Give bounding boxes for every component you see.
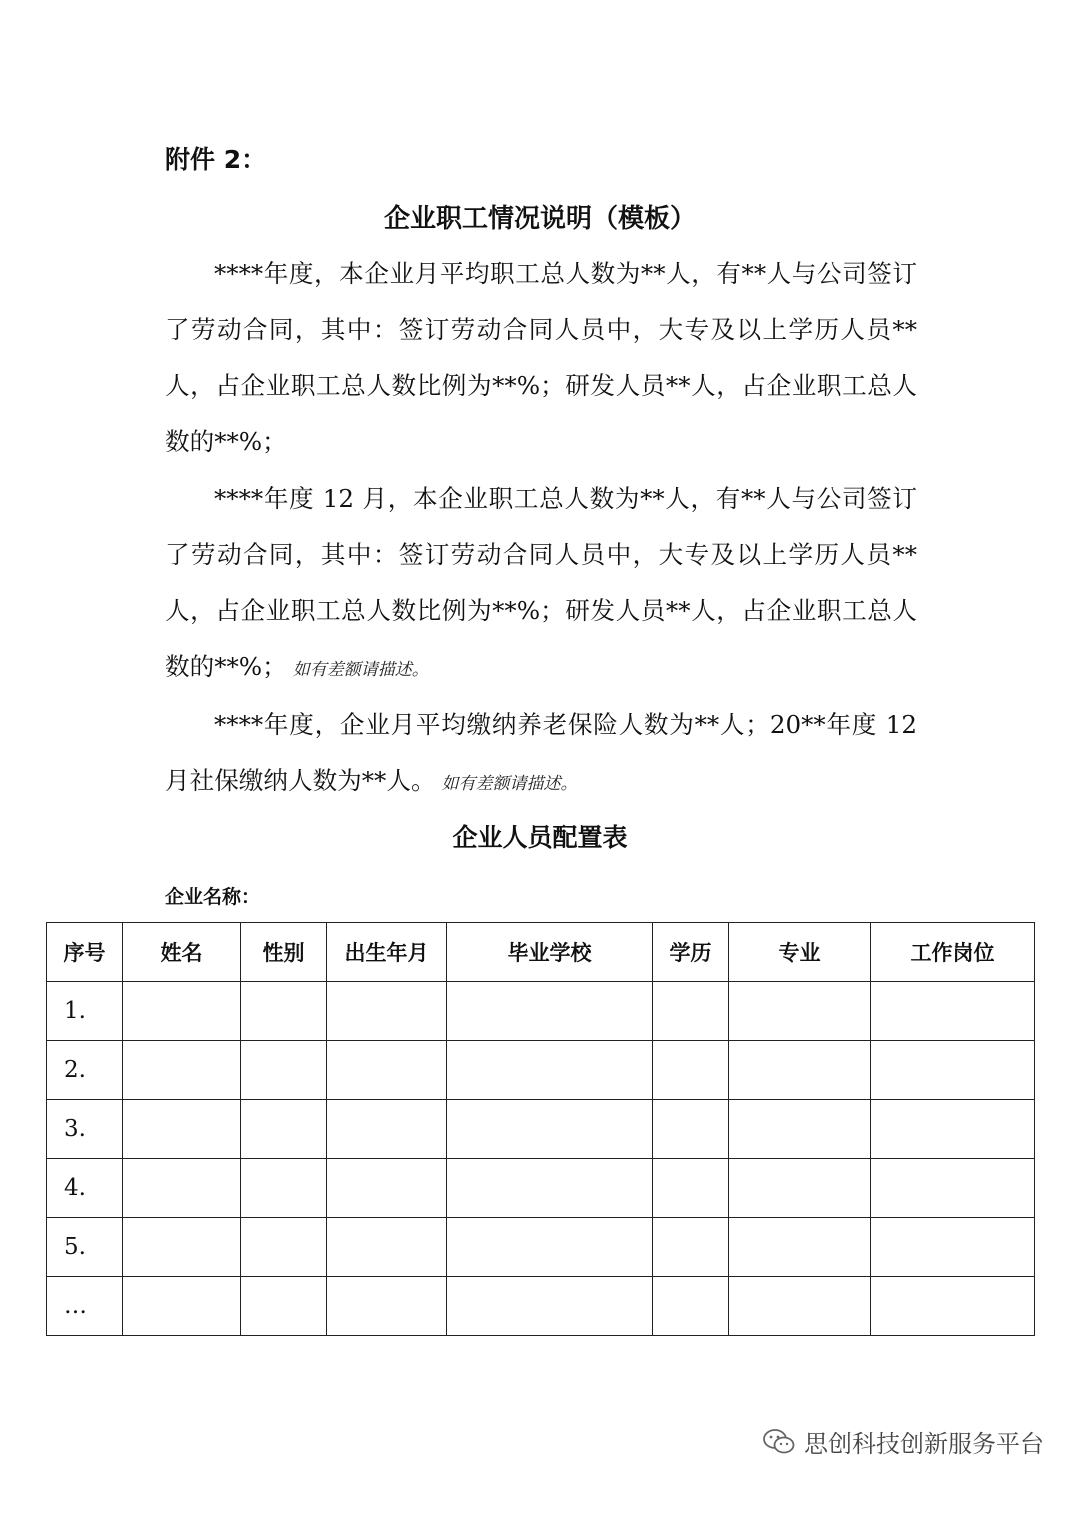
wechat-icon [762,1428,796,1456]
cell-education[interactable] [653,1159,729,1218]
cell-gender[interactable] [241,1218,327,1277]
header-name: 姓名 [123,923,241,982]
paragraph-insurance [165,697,917,812]
paragraph-annual-staff [165,246,917,470]
difference-note: 如有差额请描述。 [441,774,578,794]
paragraph-text: ****年度 12 月，本企业职工总人数为**人，有**人与公司签订了劳动合同，其中：签订劳动合同人员中，大专及以上学历人员**人，占企业职工总人数比例为**%；研发人员**人，占企业职工总人数的**%； [165,484,917,681]
cell-position[interactable] [871,1100,1035,1159]
paragraph-december-staff [165,471,917,698]
cell-birth-date[interactable] [327,1100,447,1159]
watermark [762,1424,1044,1459]
row-index: 2. [47,1041,123,1100]
cell-birth-date[interactable] [327,1277,447,1336]
cell-education[interactable] [653,1218,729,1277]
cell-gender[interactable] [241,1159,327,1218]
cell-gender[interactable] [241,1277,327,1336]
header-gender: 性别 [241,923,327,982]
cell-major[interactable] [729,1041,871,1100]
cell-major[interactable] [729,1277,871,1336]
cell-birth-date[interactable] [327,982,447,1041]
difference-note: 如有差额请描述。 [292,660,429,680]
cell-position[interactable] [871,1218,1035,1277]
row-index: 5. [47,1218,123,1277]
cell-education[interactable] [653,1041,729,1100]
header-education: 学历 [653,923,729,982]
staff-table [46,922,1035,1336]
header-position: 工作岗位 [871,923,1035,982]
table-row [47,1100,1035,1159]
row-index: 1. [47,982,123,1041]
cell-name[interactable] [123,1159,241,1218]
cell-birth-date[interactable] [327,1159,447,1218]
table-row [47,1159,1035,1218]
cell-major[interactable] [729,982,871,1041]
cell-major[interactable] [729,1159,871,1218]
table-row [47,1277,1035,1336]
row-index: … [47,1277,123,1336]
cell-major[interactable] [729,1100,871,1159]
cell-gender[interactable] [241,982,327,1041]
cell-school[interactable] [447,1041,653,1100]
table-row [47,982,1035,1041]
table-row [47,1218,1035,1277]
cell-position[interactable] [871,1041,1035,1100]
cell-education[interactable] [653,1100,729,1159]
header-school: 毕业学校 [447,923,653,982]
cell-school[interactable] [447,1277,653,1336]
cell-name[interactable] [123,1277,241,1336]
cell-birth-date[interactable] [327,1041,447,1100]
cell-major[interactable] [729,1218,871,1277]
cell-gender[interactable] [241,1100,327,1159]
cell-birth-date[interactable] [327,1218,447,1277]
table-title: 企业人员配置表 [452,823,628,852]
attachment-label: 附件 2： [165,145,267,174]
row-index: 4. [47,1159,123,1218]
paragraph-text: ****年度，企业月平均缴纳养老保险人数为**人；20**年度 12 月社保缴纳人数为**人。 [165,710,917,795]
company-name-label: 企业名称： [165,886,261,908]
cell-education[interactable] [653,982,729,1041]
cell-position[interactable] [871,1277,1035,1336]
cell-school[interactable] [447,1218,653,1277]
cell-school[interactable] [447,1159,653,1218]
cell-name[interactable] [123,1218,241,1277]
cell-name[interactable] [123,1100,241,1159]
watermark-text: 思创科技创新服务平台 [804,1430,1044,1458]
header-birth-date: 出生年月 [327,923,447,982]
cell-position[interactable] [871,1159,1035,1218]
cell-name[interactable] [123,982,241,1041]
cell-school[interactable] [447,982,653,1041]
cell-position[interactable] [871,982,1035,1041]
cell-gender[interactable] [241,1041,327,1100]
table-header-row [47,923,1035,982]
cell-education[interactable] [653,1277,729,1336]
paragraph-text: ****年度，本企业月平均职工总人数为**人，有**人与公司签订了劳动合同，其中：签订劳动合同人员中，大专及以上学历人员**人，占企业职工总人数比例为**%；研发人员**人，占企业职工总人数的**%； [165,259,917,456]
cell-school[interactable] [447,1100,653,1159]
header-major: 专业 [729,923,871,982]
header-index: 序号 [47,923,123,982]
page-title: 企业职工情况说明（模板） [383,204,696,234]
cell-name[interactable] [123,1041,241,1100]
row-index: 3. [47,1100,123,1159]
table-row [47,1041,1035,1100]
